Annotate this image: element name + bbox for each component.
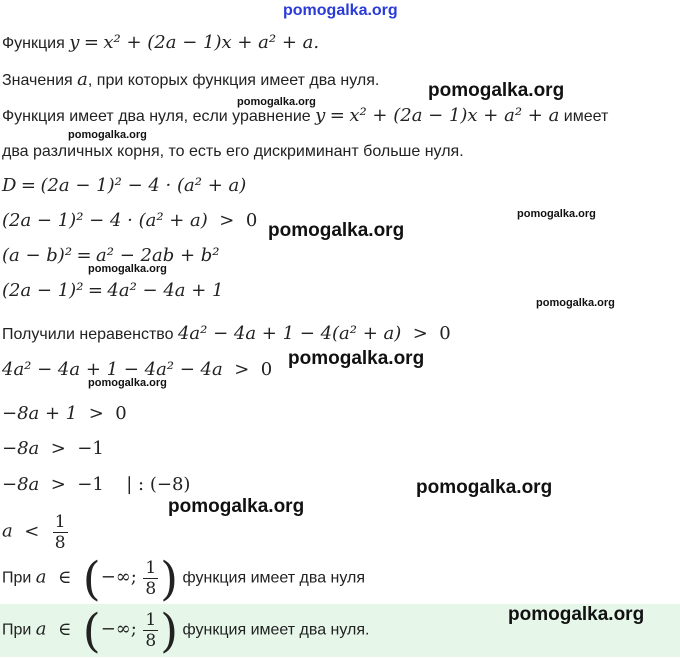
square-formula: (a − b)² = a² − 2ab + b² — [2, 245, 220, 266]
answer-line: При a ∈ (−∞; $\frac{1}{8}$ ) функция имеет два нуля. — [2, 603, 370, 658]
watermark: pomogalka.org — [268, 220, 405, 241]
watermark: pomogalka.org — [428, 80, 565, 101]
watermark-top: pomogalka.org — [283, 2, 398, 19]
inequality-2: 4a² − 4a + 1 − 4a² − 4a > 0 — [2, 359, 273, 380]
watermark: pomogalka.org — [88, 377, 167, 389]
result-inequality: a < $\frac{1}{8}$ — [2, 512, 66, 553]
square-expansion: (2a − 1)² = 4a² − 4a + 1 — [2, 280, 224, 301]
condition-line-2: два различных корня, то есть его дискриминант больше нуля. — [2, 143, 464, 160]
interval-line: При a ∈ (−∞; $\frac{1}{8}$ ) функция имеет два нуля — [2, 551, 366, 606]
divide-note: | : (−8) — [126, 474, 191, 495]
fraction-one-eighth: $\frac{1}{8}$ — [145, 610, 157, 651]
condition-line: Функция имеет два нуля, если уравнение y = x² + (2a − 1)x + a² + a имеет — [2, 105, 609, 126]
watermark: pomogalka.org — [536, 297, 615, 309]
task-statement: Значения a, при которых функция имеет два нуля. — [2, 69, 380, 90]
watermark: pomogalka.org — [508, 604, 645, 625]
inequality-1: (2a − 1)² − 4 · (a² + a) > 0 — [2, 210, 258, 231]
fraction-one-eighth: $\frac{1}{8}$ — [54, 512, 66, 553]
inequality-3: −8a + 1 > 0 — [2, 403, 127, 424]
watermark: pomogalka.org — [517, 208, 596, 220]
inequality-4: −8a > −1 — [2, 438, 104, 459]
watermark: pomogalka.org — [416, 477, 553, 498]
watermark: pomogalka.org — [168, 496, 305, 517]
obtained-inequality: Получили неравенство 4a² − 4a + 1 − 4(a² + a) > 0 — [2, 323, 451, 344]
inequality-5: −8a > −1 | : (−8) — [2, 474, 191, 495]
watermark: pomogalka.org — [237, 96, 316, 108]
watermark: pomogalka.org — [68, 129, 147, 141]
discriminant-formula: D = (2a − 1)² − 4 · (a² + a) — [2, 175, 247, 196]
watermark: pomogalka.org — [288, 348, 425, 369]
function-definition: Функция y = x² + (2a − 1)x + a² + a. — [2, 32, 320, 53]
watermark: pomogalka.org — [88, 263, 167, 275]
fraction-one-eighth: $\frac{1}{8}$ — [145, 558, 157, 599]
